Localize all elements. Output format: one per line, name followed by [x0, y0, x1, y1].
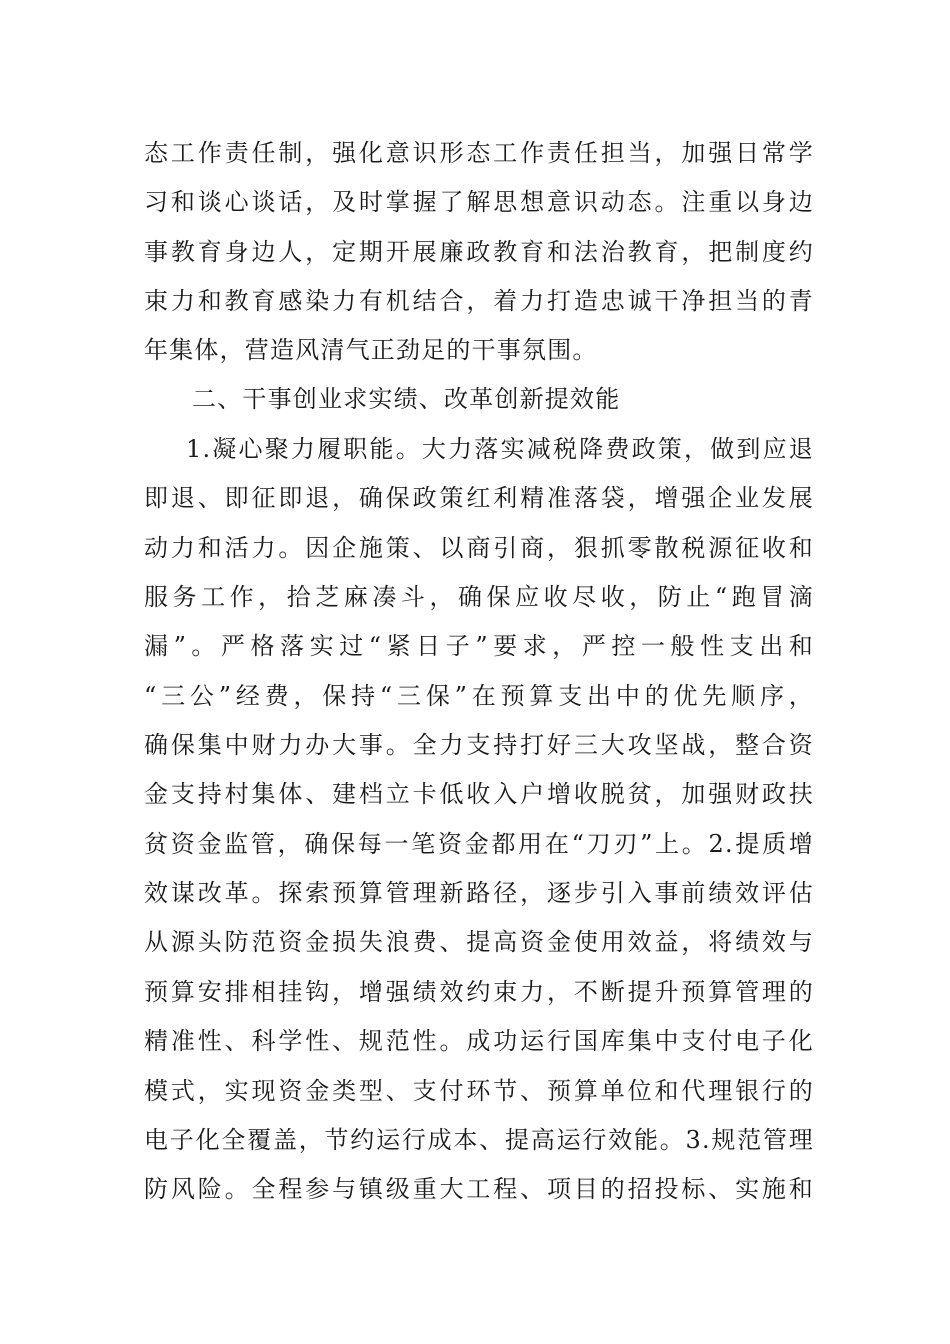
text-line: 从源头防范资金损失浪费、提高资金使用效益，将绩效与	[144, 928, 814, 956]
text-line: 习和谈心谈话，及时掌握了解思想意识动态。注重以身边	[144, 188, 814, 216]
text-line: 确保集中财力办大事。全力支持打好三大攻坚战，整合资	[144, 731, 814, 759]
text-line: 动力和活力。因企施策、以商引商，狠抓零散税源征收和	[144, 534, 814, 562]
text-line: 事教育身边人，定期开展廉政教育和法治教育，把制度约	[144, 238, 814, 266]
text-line: “三公”经费，保持“三保”在预算支出中的优先顺序，	[144, 682, 814, 710]
text-line: 服务工作，拾芝麻凑斗，确保应收尽收，防止“跑冒滴	[144, 583, 814, 611]
text-line: 模式，实现资金类型、支付环节、预算单位和代理银行的	[144, 1077, 814, 1105]
text-line: 防风险。全程参与镇级重大工程、项目的招投标、实施和	[144, 1175, 814, 1203]
paragraph-first-line: 1.凝心聚力履职能。大力落实减税降费政策，做到应退	[186, 435, 814, 463]
text-line: 电子化全覆盖，节约运行成本、提高运行效能。3.规范管理	[144, 1126, 814, 1154]
text-line: 束力和教育感染力有机结合，着力打造忠诚干净担当的青	[144, 287, 814, 315]
text-line: 金支持村集体、建档立卡低收入户增收脱贫，加强财政扶	[144, 780, 814, 808]
text-line: 效谋改革。探索预算管理新路径，逐步引入事前绩效评估	[144, 879, 814, 907]
section-heading: 二、干事创业求实绩、改革创新提效能	[192, 385, 621, 413]
text-line: 态工作责任制，强化意识形态工作责任担当，加强日常学	[144, 139, 814, 167]
text-line: 漏”。严格落实过“紧日子”要求，严控一般性支出和	[144, 632, 814, 660]
text-line: 即退、即征即退，确保政策红利精准落袋，增强企业发展	[144, 484, 814, 512]
text-line: 精准性、科学性、规范性。成功运行国库集中支付电子化	[144, 1027, 814, 1055]
text-line: 年集体，营造风清气正劲足的干事氛围。	[144, 336, 598, 364]
text-line: 预算安排相挂钩，增强绩效约束力，不断提升预算管理的	[144, 978, 814, 1006]
text-line: 贫资金监管，确保每一笔资金都用在“刀刃”上。2.提质增	[144, 830, 814, 858]
